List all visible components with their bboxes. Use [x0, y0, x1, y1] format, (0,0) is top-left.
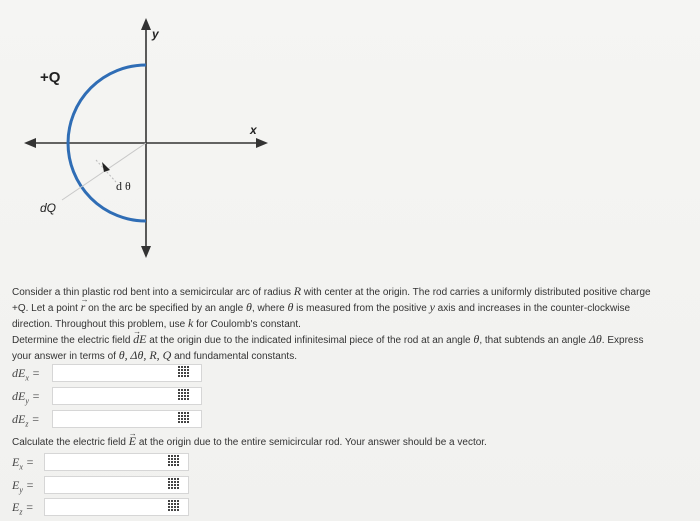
charge-label: +Q: [40, 69, 61, 86]
Ez-keypad-icon[interactable]: [168, 500, 180, 512]
dtheta-arrow: [102, 162, 110, 172]
Ey-label: $E_y$ =: [12, 478, 35, 495]
dEx-keypad-icon[interactable]: [178, 366, 190, 378]
Ex-keypad-icon[interactable]: [168, 455, 180, 467]
dtheta-label: d θ: [116, 179, 131, 193]
y-axis-label: y: [152, 27, 159, 41]
x-axis-arrow-left: [24, 138, 36, 148]
y-axis-arrow-down: [141, 246, 151, 258]
problem-paragraph-2: Determine the electric field → dE at the origin due to the indicated infinitesimal piece of the rod at an angle θ, that subtends an angle Δθ. Express your answer in terms of θ, Δθ, R, Q and fundamental constants.: [12, 332, 698, 364]
dq-label: dQ: [40, 201, 57, 215]
Ez-row: [12, 498, 192, 518]
dEy-row: [12, 387, 202, 407]
dEz-label: $dE_z$ =: [12, 412, 40, 429]
Ey-keypad-icon[interactable]: [168, 478, 180, 490]
problem-paragraph-1: Consider a thin plastic rod bent into a semicircular arc of radius R with center at the origin. The rod carries a uniformly distributed positive charge +Q. Let a point → r on the arc be specified by an angle θ, where θ is measured from the positive y axis and increases in the counter-clockwise direction. Throughout this problem, use k for Coulomb's constant.: [12, 284, 698, 332]
dEz-row: [12, 410, 202, 430]
dEz-keypad-icon[interactable]: [178, 412, 190, 424]
Ey-row: [12, 476, 192, 496]
Ex-row: [12, 453, 192, 473]
y-axis-arrow: [141, 18, 151, 30]
dEy-keypad-icon[interactable]: [178, 389, 190, 401]
dEx-row: [12, 364, 202, 384]
Ez-label: $E_z$ =: [12, 500, 34, 517]
x-axis-label: x: [250, 123, 257, 137]
dEx-label: $dE_x$ =: [12, 366, 41, 383]
dEy-label: $dE_y$ =: [12, 389, 41, 406]
x-axis-arrow: [256, 138, 268, 148]
Ex-label: $E_x$ =: [12, 455, 35, 472]
problem-paragraph-3: Calculate the electric field → E at the origin due to the entire semicircular rod. Your answer should be a vector.: [12, 434, 698, 450]
